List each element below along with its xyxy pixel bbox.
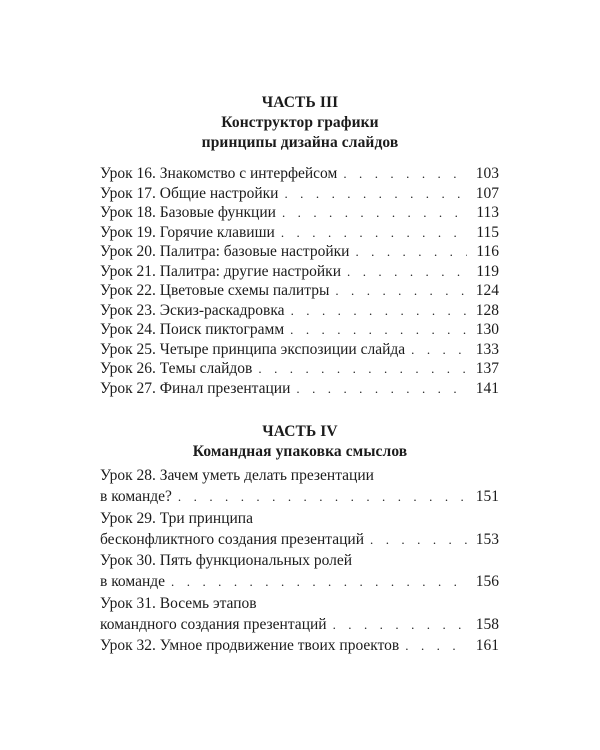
lesson-title-line1: Урок 28. Зачем уметь делать презентации bbox=[100, 467, 374, 484]
dot-leader bbox=[290, 320, 467, 340]
dot-leader bbox=[343, 164, 467, 184]
dot-leader bbox=[282, 203, 467, 223]
lesson-title: Урок 23. Эскиз-раскадровка bbox=[100, 301, 285, 319]
dot-leader bbox=[370, 529, 467, 550]
toc-entry[interactable] bbox=[100, 203, 500, 223]
lesson-title-line1: Урок 29. Три принципа bbox=[100, 509, 253, 527]
page-number: 153 bbox=[475, 530, 499, 548]
page-number: 133 bbox=[475, 340, 499, 358]
page-number: 107 bbox=[475, 184, 499, 202]
toc-entry[interactable] bbox=[100, 465, 500, 508]
part3-subtitle-line2: принципы дизайна слайдов bbox=[201, 134, 399, 151]
lesson-title: Урок 17. Общие настройки bbox=[100, 184, 279, 202]
toc-entry[interactable] bbox=[100, 508, 500, 551]
page-number: 161 bbox=[475, 637, 499, 655]
lesson-title-line2: в команде bbox=[100, 573, 166, 591]
lesson-title-line2: бесконфликтного создания презентаций bbox=[100, 530, 365, 548]
dot-leader bbox=[178, 486, 467, 507]
toc-entry[interactable] bbox=[100, 340, 500, 360]
dot-leader bbox=[411, 340, 467, 360]
lesson-title-line2: в команде? bbox=[100, 488, 172, 506]
lesson-title: Урок 22. Цветовые схемы палитры bbox=[100, 282, 330, 299]
part3-toc bbox=[100, 164, 500, 398]
page-number: 130 bbox=[475, 321, 499, 338]
page-number: 158 bbox=[475, 616, 499, 634]
page-number: 113 bbox=[476, 204, 499, 221]
lesson-title: Урок 19. Горячие клавиши bbox=[100, 223, 275, 241]
page-number: 103 bbox=[475, 165, 499, 182]
page-number: 116 bbox=[476, 243, 499, 260]
dot-leader bbox=[333, 614, 467, 635]
toc-entry[interactable] bbox=[100, 184, 500, 204]
toc-entry[interactable] bbox=[100, 550, 500, 593]
page-number: 124 bbox=[475, 282, 499, 299]
part3-title: ЧАСТЬ III bbox=[261, 94, 339, 111]
lesson-title-line2: командного создания презентаций bbox=[100, 616, 327, 634]
toc-entry[interactable] bbox=[100, 223, 500, 243]
toc-entry[interactable] bbox=[100, 320, 500, 340]
part4-toc bbox=[100, 465, 500, 657]
dot-leader bbox=[284, 184, 467, 204]
lesson-title: Урок 16. Знакомство с интерфейсом bbox=[100, 165, 338, 182]
page-number: 156 bbox=[475, 573, 499, 591]
lesson-title: Урок 32. Умное продвижение твоих проектов bbox=[100, 637, 400, 655]
lesson-title: Урок 25. Четыре принципа экспозиции слайда bbox=[100, 340, 406, 358]
part4-subtitle: Командная упаковка смыслов bbox=[192, 443, 408, 460]
page-number: 141 bbox=[475, 379, 499, 397]
lesson-title: Урок 27. Финал презентации bbox=[100, 379, 291, 397]
dot-leader bbox=[258, 359, 467, 379]
part4-heading bbox=[0, 422, 600, 462]
dot-leader bbox=[281, 223, 467, 243]
lesson-title: Урок 24. Поиск пиктограмм bbox=[100, 321, 285, 338]
toc-entry[interactable] bbox=[100, 379, 500, 399]
page-number: 128 bbox=[475, 301, 499, 319]
part4-title: ЧАСТЬ IV bbox=[262, 423, 338, 440]
toc-entry[interactable] bbox=[100, 359, 500, 379]
lesson-title: Урок 21. Палитра: другие настройки bbox=[100, 262, 342, 280]
dot-leader bbox=[405, 635, 467, 656]
lesson-title-line1: Урок 30. Пять функциональных ролей bbox=[100, 552, 353, 570]
toc-entry[interactable] bbox=[100, 301, 500, 321]
dot-leader bbox=[291, 301, 467, 321]
page-number: 151 bbox=[475, 488, 499, 506]
toc-entry[interactable] bbox=[100, 281, 500, 301]
toc-entry[interactable] bbox=[100, 164, 500, 184]
part3-subtitle-line1: Конструктор графики bbox=[221, 114, 379, 131]
lesson-title: Урок 20. Палитра: базовые настройки bbox=[100, 243, 350, 260]
toc-entry[interactable] bbox=[100, 593, 500, 636]
page-number: 137 bbox=[475, 360, 499, 377]
dot-leader bbox=[171, 571, 467, 592]
page-number: 119 bbox=[476, 262, 499, 280]
page-number: 115 bbox=[476, 223, 499, 241]
dot-leader bbox=[296, 379, 467, 399]
dot-leader bbox=[355, 242, 467, 262]
lesson-title: Урок 18. Базовые функции bbox=[100, 204, 276, 221]
lesson-title: Урок 26. Темы слайдов bbox=[100, 360, 253, 377]
toc-entry[interactable] bbox=[100, 242, 500, 262]
dot-leader bbox=[335, 281, 467, 301]
dot-leader bbox=[347, 262, 467, 282]
toc-entry[interactable] bbox=[100, 635, 500, 656]
part3-heading bbox=[0, 93, 600, 153]
lesson-title-line1: Урок 31. Восемь этапов bbox=[100, 594, 257, 612]
toc-entry[interactable] bbox=[100, 262, 500, 282]
